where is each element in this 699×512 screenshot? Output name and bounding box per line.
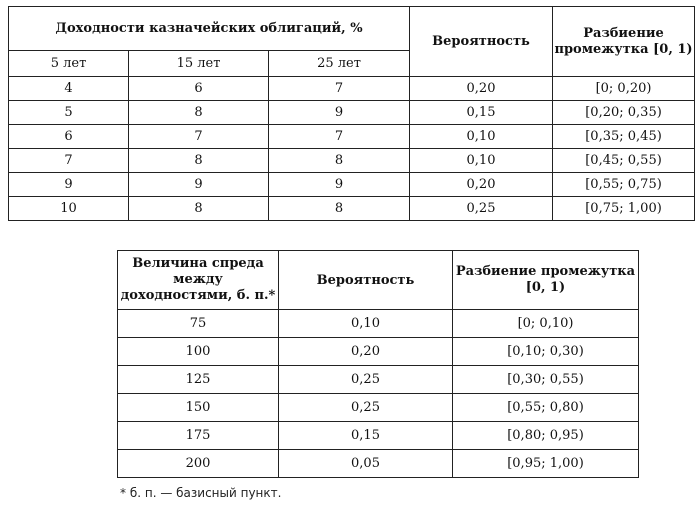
probability-header: Вероятность (410, 7, 553, 77)
cell-5y: 9 (9, 173, 129, 197)
table-row (9, 101, 695, 125)
cell-interval: [0,10; 0,30) (453, 338, 639, 366)
cell-spread: 150 (118, 394, 279, 422)
cell-15y: 9 (129, 173, 269, 197)
cell-interval: [0,80; 0,95) (453, 422, 639, 450)
cell-interval: [0,95; 1,00) (453, 450, 639, 478)
yields-group-header: Доходности казначейских облигаций, % (9, 7, 410, 51)
table-row (118, 310, 639, 338)
cell-interval: [0,55; 0,80) (453, 394, 639, 422)
cell-spread: 125 (118, 366, 279, 394)
cell-probability: 0,25 (410, 197, 553, 221)
cell-spread: 175 (118, 422, 279, 450)
footnote: * б. п. — базисный пункт. (120, 486, 282, 500)
table-row (118, 366, 639, 394)
cell-interval: [0,45; 0,55) (553, 149, 695, 173)
cell-25y: 8 (269, 149, 410, 173)
subheader-15-years: 15 лет (129, 51, 269, 77)
cell-25y: 9 (269, 101, 410, 125)
cell-25y: 7 (269, 77, 410, 101)
table-row (118, 422, 639, 450)
cell-probability: 0,10 (279, 310, 453, 338)
cell-spread: 75 (118, 310, 279, 338)
interval-header: Разбиение промежутка [0, 1) (453, 251, 639, 310)
cell-25y: 7 (269, 125, 410, 149)
cell-probability: 0,20 (279, 338, 453, 366)
subheader-5-years: 5 лет (9, 51, 129, 77)
cell-probability: 0,10 (410, 125, 553, 149)
cell-interval: [0,30; 0,55) (453, 366, 639, 394)
cell-15y: 8 (129, 101, 269, 125)
cell-probability: 0,25 (279, 394, 453, 422)
cell-5y: 5 (9, 101, 129, 125)
cell-5y: 10 (9, 197, 129, 221)
cell-interval: [0,55; 0,75) (553, 173, 695, 197)
table-row (118, 394, 639, 422)
cell-probability: 0,15 (279, 422, 453, 450)
cell-25y: 8 (269, 197, 410, 221)
table-row (9, 149, 695, 173)
table-row (9, 77, 695, 101)
interval-header: Разбиение промежутка [0, 1) (553, 7, 695, 77)
table-row (9, 173, 695, 197)
table-row (118, 450, 639, 478)
spread-table (117, 250, 639, 478)
cell-15y: 6 (129, 77, 269, 101)
cell-probability: 0,05 (279, 450, 453, 478)
subheader-25-years: 25 лет (269, 51, 410, 77)
cell-5y: 4 (9, 77, 129, 101)
table-row (118, 338, 639, 366)
cell-interval: [0,75; 1,00) (553, 197, 695, 221)
probability-header: Вероятность (279, 251, 453, 310)
cell-interval: [0,35; 0,45) (553, 125, 695, 149)
table-row (9, 197, 695, 221)
cell-probability: 0,25 (279, 366, 453, 394)
cell-15y: 8 (129, 149, 269, 173)
treasury-yields-table (8, 6, 695, 221)
cell-probability: 0,20 (410, 77, 553, 101)
cell-spread: 100 (118, 338, 279, 366)
cell-15y: 7 (129, 125, 269, 149)
cell-spread: 200 (118, 450, 279, 478)
cell-probability: 0,15 (410, 101, 553, 125)
cell-probability: 0,20 (410, 173, 553, 197)
cell-5y: 7 (9, 149, 129, 173)
cell-probability: 0,10 (410, 149, 553, 173)
cell-25y: 9 (269, 173, 410, 197)
cell-interval: [0,20; 0,35) (553, 101, 695, 125)
cell-interval: [0; 0,20) (553, 77, 695, 101)
cell-5y: 6 (9, 125, 129, 149)
table-row (9, 125, 695, 149)
cell-interval: [0; 0,10) (453, 310, 639, 338)
cell-15y: 8 (129, 197, 269, 221)
spread-header: Величина спреда между доходностями, б. п.* (118, 251, 279, 310)
